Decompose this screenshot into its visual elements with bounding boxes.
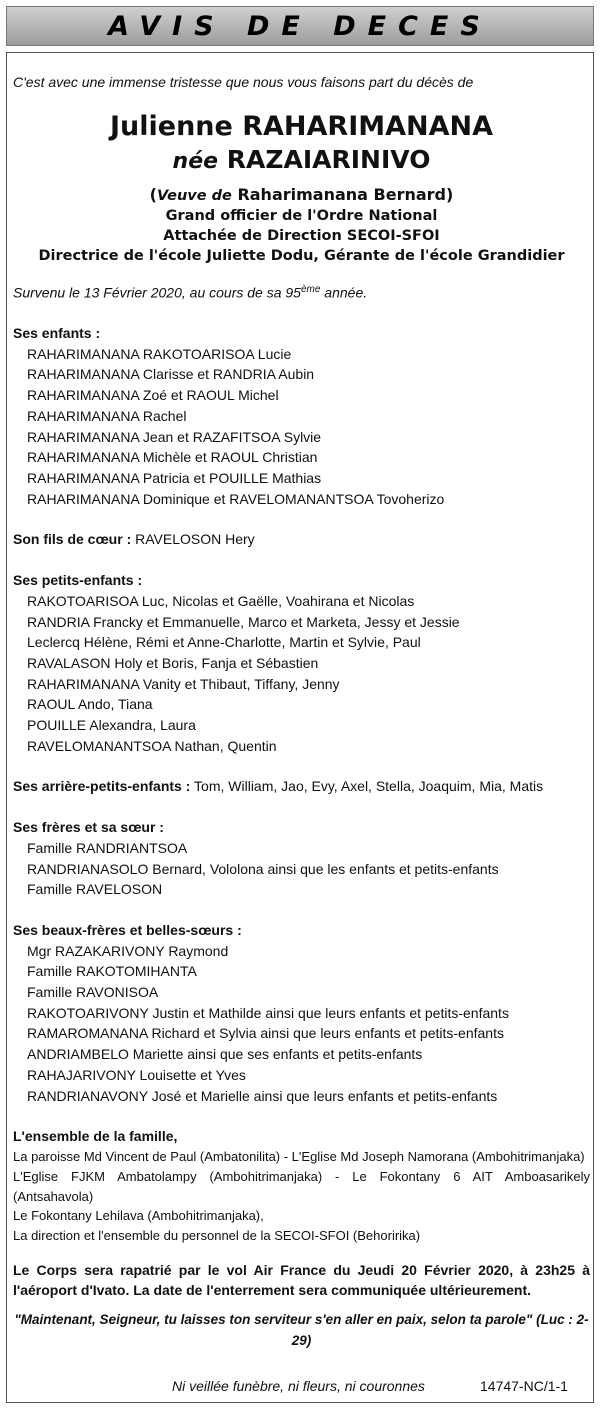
list-item: Famille RAVELOSON — [27, 881, 163, 898]
list-item: Famille RAKOTOMIHANTA — [27, 963, 197, 980]
family-line: Le Fokontany Lehilava (Ambohitrimanjaka), — [13, 1208, 264, 1224]
list-item: RAVELOMANANTSOA Nathan, Quentin — [27, 737, 277, 754]
list-item: Leclercq Hélène, Rémi et Anne-Charlotte, Martin et Sylvie, Paul — [27, 634, 421, 651]
list-item: RAHARIMANANA Vanity et Thibaut, Tiffany, Jenny — [27, 675, 340, 692]
deceased-name: Julienne RAHARIMANANA — [109, 110, 493, 142]
children-section — [13, 323, 590, 509]
notice-header — [6, 6, 594, 46]
grandchildren-section — [13, 570, 590, 756]
list-item: Famille RANDRIANTSOA — [27, 839, 188, 856]
family-line: La paroisse Md Vincent de Paul (Ambatonilita) - L'Eglise Md Joseph Namorana (Ambohitrimanjaka) — [13, 1148, 585, 1164]
grandchildren-title: Ses petits-enfants : — [13, 572, 143, 589]
title-line: Directrice de l'école Juliette Dodu, Gérante de l'école Grandidier — [38, 247, 565, 264]
siblings-section — [13, 817, 590, 900]
list-item: RAHARIMANANA Michèle et RAOUL Christian — [27, 449, 318, 466]
great-grandchildren-value: Tom, William, Jao, Evy, Axel, Stella, Joaquim, Mia, Matis — [194, 778, 544, 795]
maiden-name-line — [13, 143, 590, 179]
list-item: Mgr RAZAKARIVONY Raymond — [27, 942, 229, 959]
son-of-heart-value: RAVELOSON Hery — [135, 531, 255, 548]
maiden-name: RAZAIARINIVO — [226, 144, 431, 174]
widow-label: Veuve de — [156, 187, 232, 204]
list-item: RAHARIMANANA Zoé et RAOUL Michel — [27, 387, 279, 404]
reference-code: 14747-NC/1-1 — [480, 1378, 568, 1394]
repatriation-notice: Le Corps sera rapatrié par le vol Air France du Jeudi 20 Février 2020, à 23h25 à l'aéroport d'Ivato. La date de l'enterrement sera communiquée ultérieurement. — [13, 1261, 590, 1298]
list-item: RAHARIMANANA RAKOTOARISOA Lucie — [27, 345, 292, 362]
great-grandchildren-title: Ses arrière-petits-enfants : — [13, 778, 191, 795]
family-title: L'ensemble de la famille, — [13, 1128, 178, 1145]
notice-body — [13, 72, 590, 1351]
notice-title: AVIS DE DECES — [108, 10, 492, 42]
death-date-suffix: année. — [320, 284, 368, 301]
deceased-titles — [13, 185, 590, 266]
list-item: RAHARIMANANA Rachel — [27, 407, 187, 424]
list-item: RAVALASON Holy et Boris, Fanja et Sébastien — [27, 654, 319, 671]
list-item: POUILLE Alexandra, Laura — [27, 717, 196, 734]
list-item: RAMAROMANANA Richard et Sylvia ainsi que leurs enfants et petits-enfants — [27, 1025, 504, 1042]
list-item: Famille RAVONISOA — [27, 984, 159, 1001]
great-grandchildren-section — [13, 776, 590, 797]
list-item: RAKOTOARIVONY Justin et Mathilde ainsi que leurs enfants et petits-enfants — [27, 1004, 509, 1021]
no-flowers-note: Ni veillée funèbre, ni fleurs, ni couronnes — [172, 1378, 425, 1394]
widow-line: (Veuve de Raharimanana Bernard) — [149, 184, 454, 204]
bible-quote: "Maintenant, Seigneur, tu laisses ton serviteur s'en aller en paix, selon ta parole" (Luc : 2-29) — [14, 1311, 589, 1348]
list-item: RAKOTOARISOA Luc, Nicolas et Gaëlle, Voahirana et Nicolas — [27, 592, 415, 609]
list-item: RAHARIMANANA Dominique et RAVELOMANANTSOA Tovoherizo — [27, 490, 445, 507]
list-item: RAHARIMANANA Jean et RAZAFITSOA Sylvie — [27, 428, 322, 445]
list-item: RAHARIMANANA Patricia et POUILLE Mathias — [27, 469, 322, 486]
in-laws-title: Ses beaux-frères et belles-sœurs : — [13, 921, 242, 938]
list-item: RANDRIANAVONY José et Marielle ainsi que leurs enfants et petits-enfants — [27, 1087, 498, 1104]
son-of-heart-title: Son fils de cœur : — [13, 531, 132, 548]
son-of-heart-section — [13, 529, 590, 550]
family-section — [13, 1126, 590, 1246]
title-line: Attachée de Direction SECOI-SFOI — [163, 227, 440, 244]
widow-of: Raharimanana Bernard — [237, 184, 446, 204]
list-item: RAHARIMANANA Clarisse et RANDRIA Aubin — [27, 366, 315, 383]
children-title: Ses enfants : — [13, 325, 101, 342]
in-laws-section — [13, 920, 590, 1106]
siblings-title: Ses frères et sa sœur : — [13, 819, 164, 836]
title-line: Grand officier de l'Ordre National — [165, 207, 438, 224]
family-line: L'Eglise FJKM Ambatolampy (Ambohitrimanjaka) - Le Fokontany 6 AIT Amboasarikely (Antsahavola) — [13, 1168, 590, 1204]
nee-label: née — [172, 148, 219, 174]
ordinal-suffix: ème — [300, 283, 321, 295]
intro-text: C'est avec une immense tristesse que nous vous faisons part du décès de — [13, 74, 474, 90]
list-item: RANDRIA Francky et Emmanuelle, Marco et Marketa, Jessy et Jessie — [27, 613, 460, 630]
list-item: RANDRIANASOLO Bernard, Vololona ainsi que les enfants et petits-enfants — [27, 860, 499, 877]
family-line: La direction et l'ensemble du personnel de la SECOI-SFOI (Behoririka) — [13, 1228, 421, 1244]
list-item: RAOUL Ando, Tiana — [27, 696, 153, 713]
death-date-text: Survenu le 13 Février 2020, au cours de sa 95 — [13, 284, 301, 301]
death-date-line — [13, 280, 590, 303]
list-item: ANDRIAMBELO Mariette ainsi que ses enfants et petits-enfants — [27, 1046, 423, 1063]
list-item: RAHAJARIVONY Louisette et Yves — [27, 1066, 246, 1083]
